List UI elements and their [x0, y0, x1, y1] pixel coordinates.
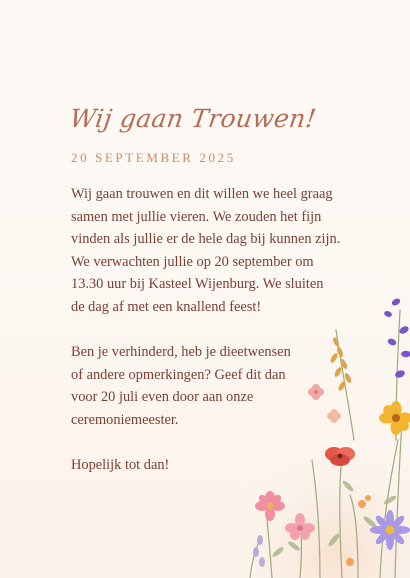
invitation-title: Wij gaan Trouwen! [68, 104, 319, 133]
text-line: voor 20 juli even door aan onze [71, 389, 254, 406]
text-line: 13.30 uur bij Kasteel Wijenburg. We sluiten [71, 276, 324, 293]
text-line: vinden als jullie er de hele dag bij kunnen zijn. [71, 231, 341, 248]
text-line: Ben je verhinderd, heb je dieetwensen [71, 344, 291, 361]
text-line: We verwachten jullie op 20 september om [71, 253, 314, 270]
text-line: ceremoniemeester. [71, 411, 179, 428]
wildflowers-illustration [230, 290, 410, 578]
wedding-date: 20 SEPTEMBER 2025 [71, 150, 236, 165]
text-line: Wij gaan trouwen en dit willen we heel graag [71, 186, 333, 202]
text-line: Hopelijk tot dan! [71, 457, 170, 474]
text-line: samen met jullie vieren. We zouden het fijn [71, 208, 322, 225]
text-line: de dag af met een knallend feest! [71, 298, 262, 315]
text-line: of andere opmerkingen? Geef dit dan [71, 366, 286, 383]
